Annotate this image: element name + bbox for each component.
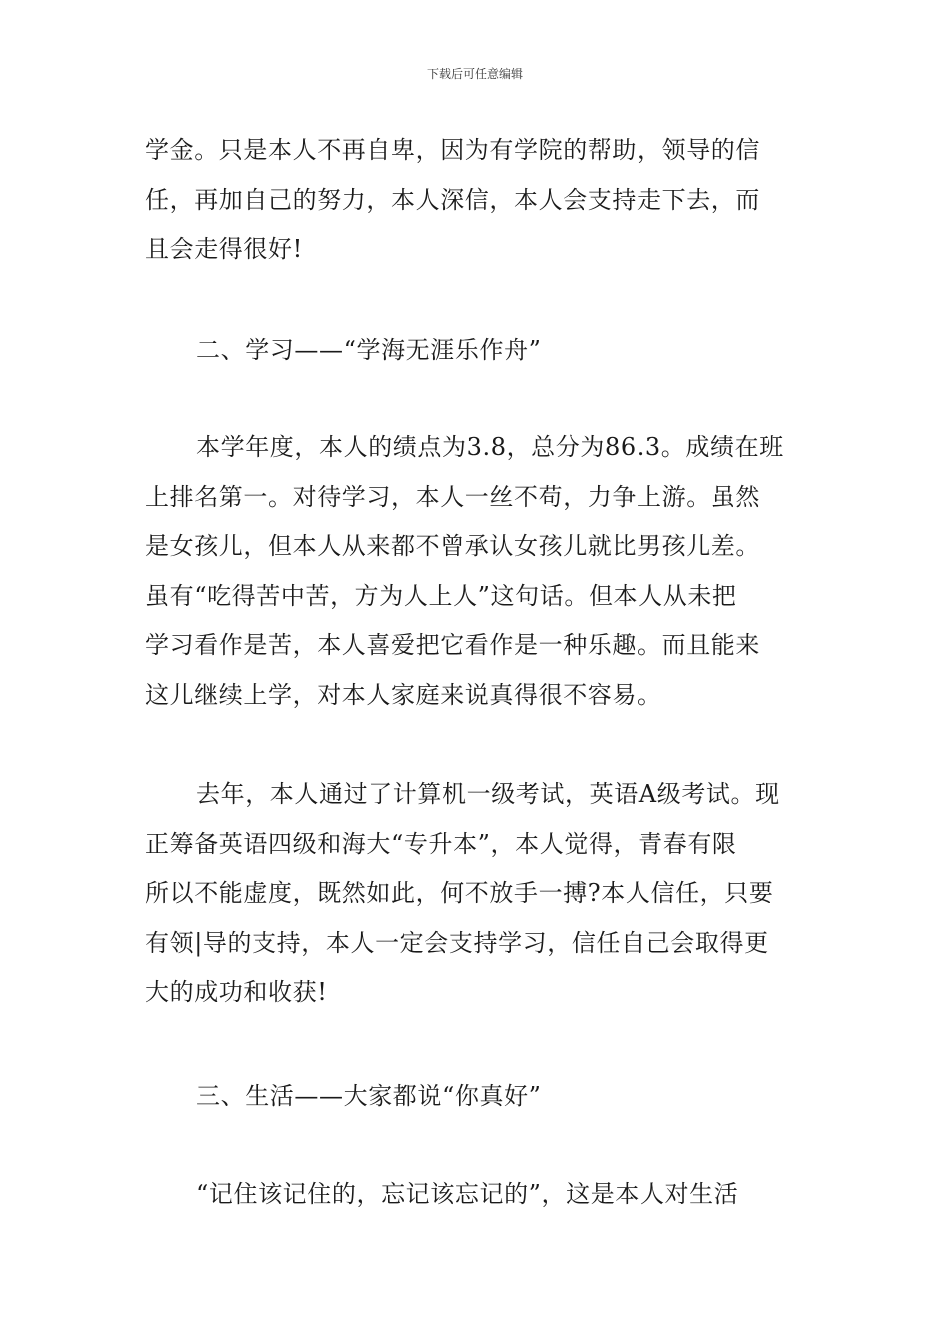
text-line: 学金。只是本人不再自卑，因为有学院的帮助，领导的信 — [145, 136, 760, 164]
text-line: 正筹备英语四级和海大“专升本”，本人觉得，青春有限 — [145, 829, 737, 858]
section-heading-life: 三、生活——大家都说“你真好” — [196, 1082, 542, 1110]
text-line: 学习看作是苦，本人喜爱把它看作是一种乐趣。而且能来 — [145, 631, 760, 659]
text-line: 大的成功和收获! — [145, 978, 328, 1006]
text-line: 本学年度，本人的绩点为3.8，总分为86.3。成绩在班 — [196, 433, 784, 461]
text-line: 且会走得很好! — [145, 235, 303, 263]
text-line: 这儿继续上学，对本人家庭来说真得很不容易。 — [145, 680, 662, 709]
paragraph-life — [145, 1170, 807, 1220]
paragraph-study — [145, 423, 807, 720]
page-header: 下载后可任意编辑 — [426, 67, 523, 81]
text-line: 上排名第一。对待学习，本人一丝不苟，力争上游。虽然 — [145, 482, 760, 511]
text-line: 有领|导的支持，本人一定会支持学习，信任自己会取得更 — [145, 928, 769, 957]
section-heading-study: 二、学习——“学海无涯乐作舟” — [196, 336, 542, 364]
text-line: 任，再加自己的努力，本人深信，本人会支持走下去，而 — [145, 185, 760, 214]
text-line: 去年，本人通过了计算机一级考试，英语A级考试。现 — [196, 780, 780, 808]
text-line: 所以不能虚度，既然如此，何不放手一搏?本人信任，只要 — [145, 879, 774, 907]
text-line: “记住该记住的，忘记该忘记的”，这是本人对生活 — [196, 1180, 739, 1208]
paragraph-exams — [145, 770, 807, 1018]
paragraph-scholarship-end — [145, 126, 807, 275]
text-line: 是女孩儿，但本人从来都不曾承认女孩儿就比男孩儿差。 — [145, 532, 760, 560]
text-line: 虽有“吃得苦中苦，方为人上人”这句话。但本人从未把 — [145, 581, 737, 610]
